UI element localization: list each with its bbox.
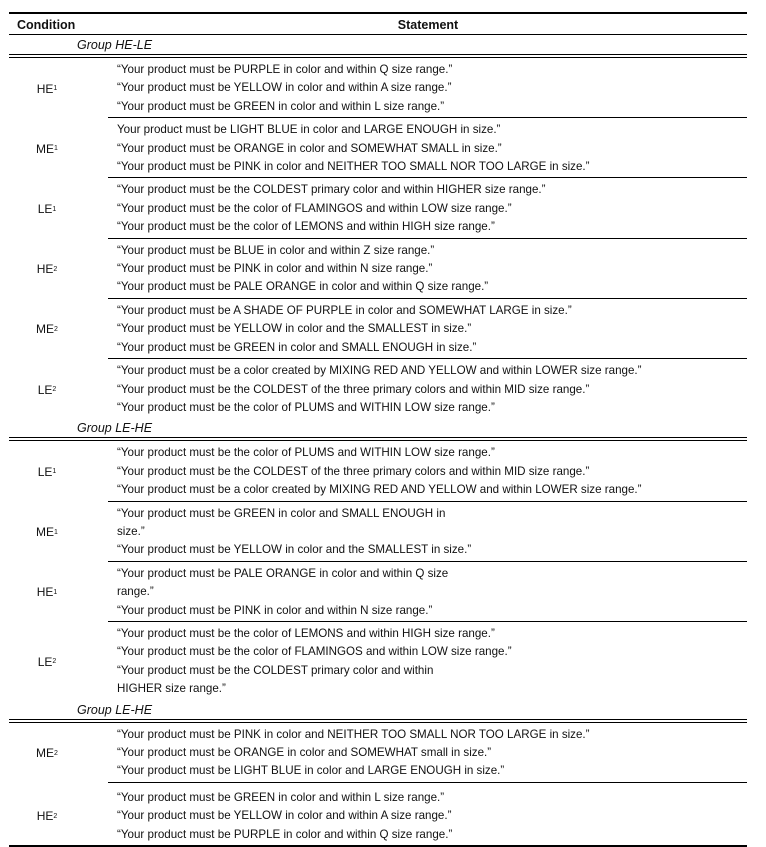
table-body (9, 35, 747, 845)
condition-code: ME (36, 322, 55, 337)
condition-row (9, 622, 747, 700)
condition-row (9, 359, 747, 418)
condition-code: LE (37, 202, 53, 217)
condition-label (9, 181, 85, 236)
condition-label (9, 61, 85, 116)
statement-text: HIGHER size range.” (117, 682, 226, 696)
statement-text: “Your product must be YELLOW in color and within A size range.” (117, 809, 452, 823)
statement-text: “Your product must be a color created by MIXING RED AND YELLOW and within LOWER size range.” (117, 364, 642, 378)
condition-subscript: 2 (52, 386, 57, 394)
statement-text: “Your product must be YELLOW in color and within A size range.” (117, 81, 452, 95)
statement-list (85, 789, 747, 844)
statement-list (85, 61, 747, 116)
statement-text: “Your product must be the color of LEMONS and within HIGH size range.” (117, 626, 495, 640)
condition-label (9, 444, 85, 499)
statement-list (85, 242, 747, 297)
statement-list (85, 302, 747, 357)
statement-text: “Your product must be ORANGE in color and SOMEWHAT SMALL in size.” (117, 141, 502, 155)
condition-header: Condition (17, 18, 76, 32)
statement-text: “Your product must be PINK in color and within N size range.” (117, 262, 433, 276)
group-label: Group LE-HE (77, 421, 153, 436)
statement-text: “Your product must be PALE ORANGE in color and within Q size (117, 566, 449, 580)
condition-row (9, 502, 747, 561)
statements-table (9, 12, 747, 847)
group-label: Group LE-HE (77, 702, 153, 717)
statement-text: “Your product must be the COLDEST of the three primary colors and within MID size range.” (117, 382, 590, 396)
condition-code: LE (37, 464, 53, 479)
statement-text: “Your product must be the COLDEST primary color and within HIGHER size range.” (117, 183, 546, 197)
condition-subscript: 1 (53, 588, 58, 596)
condition-code: HE (36, 81, 54, 96)
condition-subscript: 1 (52, 468, 57, 476)
condition-row (9, 783, 747, 845)
statement-text: “Your product must be PURPLE in color and within Q size range.” (117, 63, 453, 76)
condition-subscript: 1 (52, 205, 57, 213)
statement-list (85, 444, 747, 499)
statement-text: “Your product must be BLUE in color and within Z size range.” (117, 243, 435, 257)
statement-text: “Your product must be YELLOW in color and the SMALLEST in size.” (117, 543, 472, 557)
condition-row (9, 441, 747, 500)
group-label-row (9, 700, 747, 719)
condition-label (9, 565, 85, 620)
condition-subscript: 1 (54, 145, 58, 153)
condition-row (9, 723, 747, 782)
statement-text: “Your product must be YELLOW in color and the SMALLEST in size.” (117, 322, 472, 336)
statement-text: size.” (117, 524, 145, 538)
condition-row (9, 118, 747, 177)
group-label-row (9, 35, 747, 54)
statement-text: Your product must be LIGHT BLUE in color and LARGE ENOUGH in size.” (117, 123, 501, 137)
condition-label (9, 242, 85, 297)
condition-label (9, 789, 85, 844)
statement-text: “Your product must be the color of PLUMS and WITHIN LOW size range.” (117, 446, 495, 460)
statement-list (85, 625, 747, 699)
statement-text: “Your product must be a color created by MIXING RED AND YELLOW and within LOWER size range.” (117, 483, 642, 497)
condition-code: ME (36, 141, 55, 156)
statement-text: “Your product must be PINK in color and NEITHER TOO SMALL NOR TOO LARGE in size.” (117, 727, 590, 741)
group-label: Group HE-LE (77, 38, 153, 52)
table-header (9, 14, 747, 34)
condition-subscript: 2 (53, 812, 58, 820)
statement-text: “Your product must be the color of FLAMINGOS and within LOW size range.” (117, 201, 512, 215)
statement-list (85, 726, 747, 781)
statement-text: “Your product must be the color of LEMONS and within HIGH size range.” (117, 220, 495, 234)
condition-label (9, 121, 85, 176)
condition-row (9, 239, 747, 298)
statement-text: “Your product must be ORANGE in color and SOMEWHAT small in size.” (117, 746, 492, 759)
condition-subscript: 2 (52, 658, 57, 666)
condition-code: LE (37, 382, 53, 397)
condition-subscript: 2 (54, 325, 58, 333)
statement-text: “Your product must be GREEN in color and within L size range.” (117, 99, 445, 113)
condition-subscript: 2 (53, 265, 58, 273)
statement-text: “Your product must be the color of PLUMS and WITHIN LOW size range.” (117, 400, 495, 414)
statement-text: “Your product must be the COLDEST primary color and within (117, 663, 434, 677)
statement-text: “Your product must be PINK in color and NEITHER TOO SMALL NOR TOO LARGE in size.” (117, 160, 590, 174)
condition-code: LE (37, 654, 53, 669)
statement-text: “Your product must be LIGHT BLUE in color and LARGE ENOUGH in size.” (117, 764, 505, 778)
statement-text: “Your product must be the color of FLAMINGOS and within LOW size range.” (117, 645, 512, 659)
condition-row (9, 299, 747, 358)
statement-text: “Your product must be PINK in color and within N size range.” (117, 603, 433, 617)
statement-header: Statement (397, 18, 459, 32)
statement-text: “Your product must be PURPLE in color and within Q size range.” (117, 827, 453, 841)
statement-list (85, 362, 747, 417)
statement-list (85, 565, 747, 620)
statement-list (85, 505, 747, 560)
statement-text: “Your product must be GREEN in color and SMALL ENOUGH in size.” (117, 340, 477, 354)
statement-text: “Your product must be PALE ORANGE in color and within Q size range.” (117, 280, 489, 294)
statement-list (85, 121, 747, 176)
condition-code: ME (36, 746, 55, 761)
condition-label (9, 625, 85, 699)
statement-text: “Your product must be A SHADE OF PURPLE in color and SOMEWHAT LARGE in size.” (117, 303, 572, 317)
condition-row (9, 178, 747, 237)
statement-list (85, 181, 747, 236)
condition-label (9, 726, 85, 781)
statement-text: range.” (117, 585, 154, 599)
condition-row (9, 58, 747, 117)
condition-subscript: 1 (54, 528, 58, 536)
condition-code: HE (36, 262, 54, 277)
condition-code: HE (36, 809, 54, 824)
condition-subscript: 1 (53, 85, 58, 93)
statement-text: “Your product must be GREEN in color and SMALL ENOUGH in (117, 506, 446, 520)
statement-text: “Your product must be GREEN in color and within L size range.” (117, 790, 445, 804)
condition-subscript: 2 (54, 749, 58, 757)
group-label-row (9, 418, 747, 437)
condition-label (9, 362, 85, 417)
condition-code: ME (36, 525, 55, 540)
condition-label (9, 505, 85, 560)
condition-label (9, 302, 85, 357)
statement-text: “Your product must be the COLDEST of the three primary colors and within MID size range.” (117, 464, 590, 478)
condition-row (9, 562, 747, 621)
condition-code: HE (36, 585, 54, 600)
